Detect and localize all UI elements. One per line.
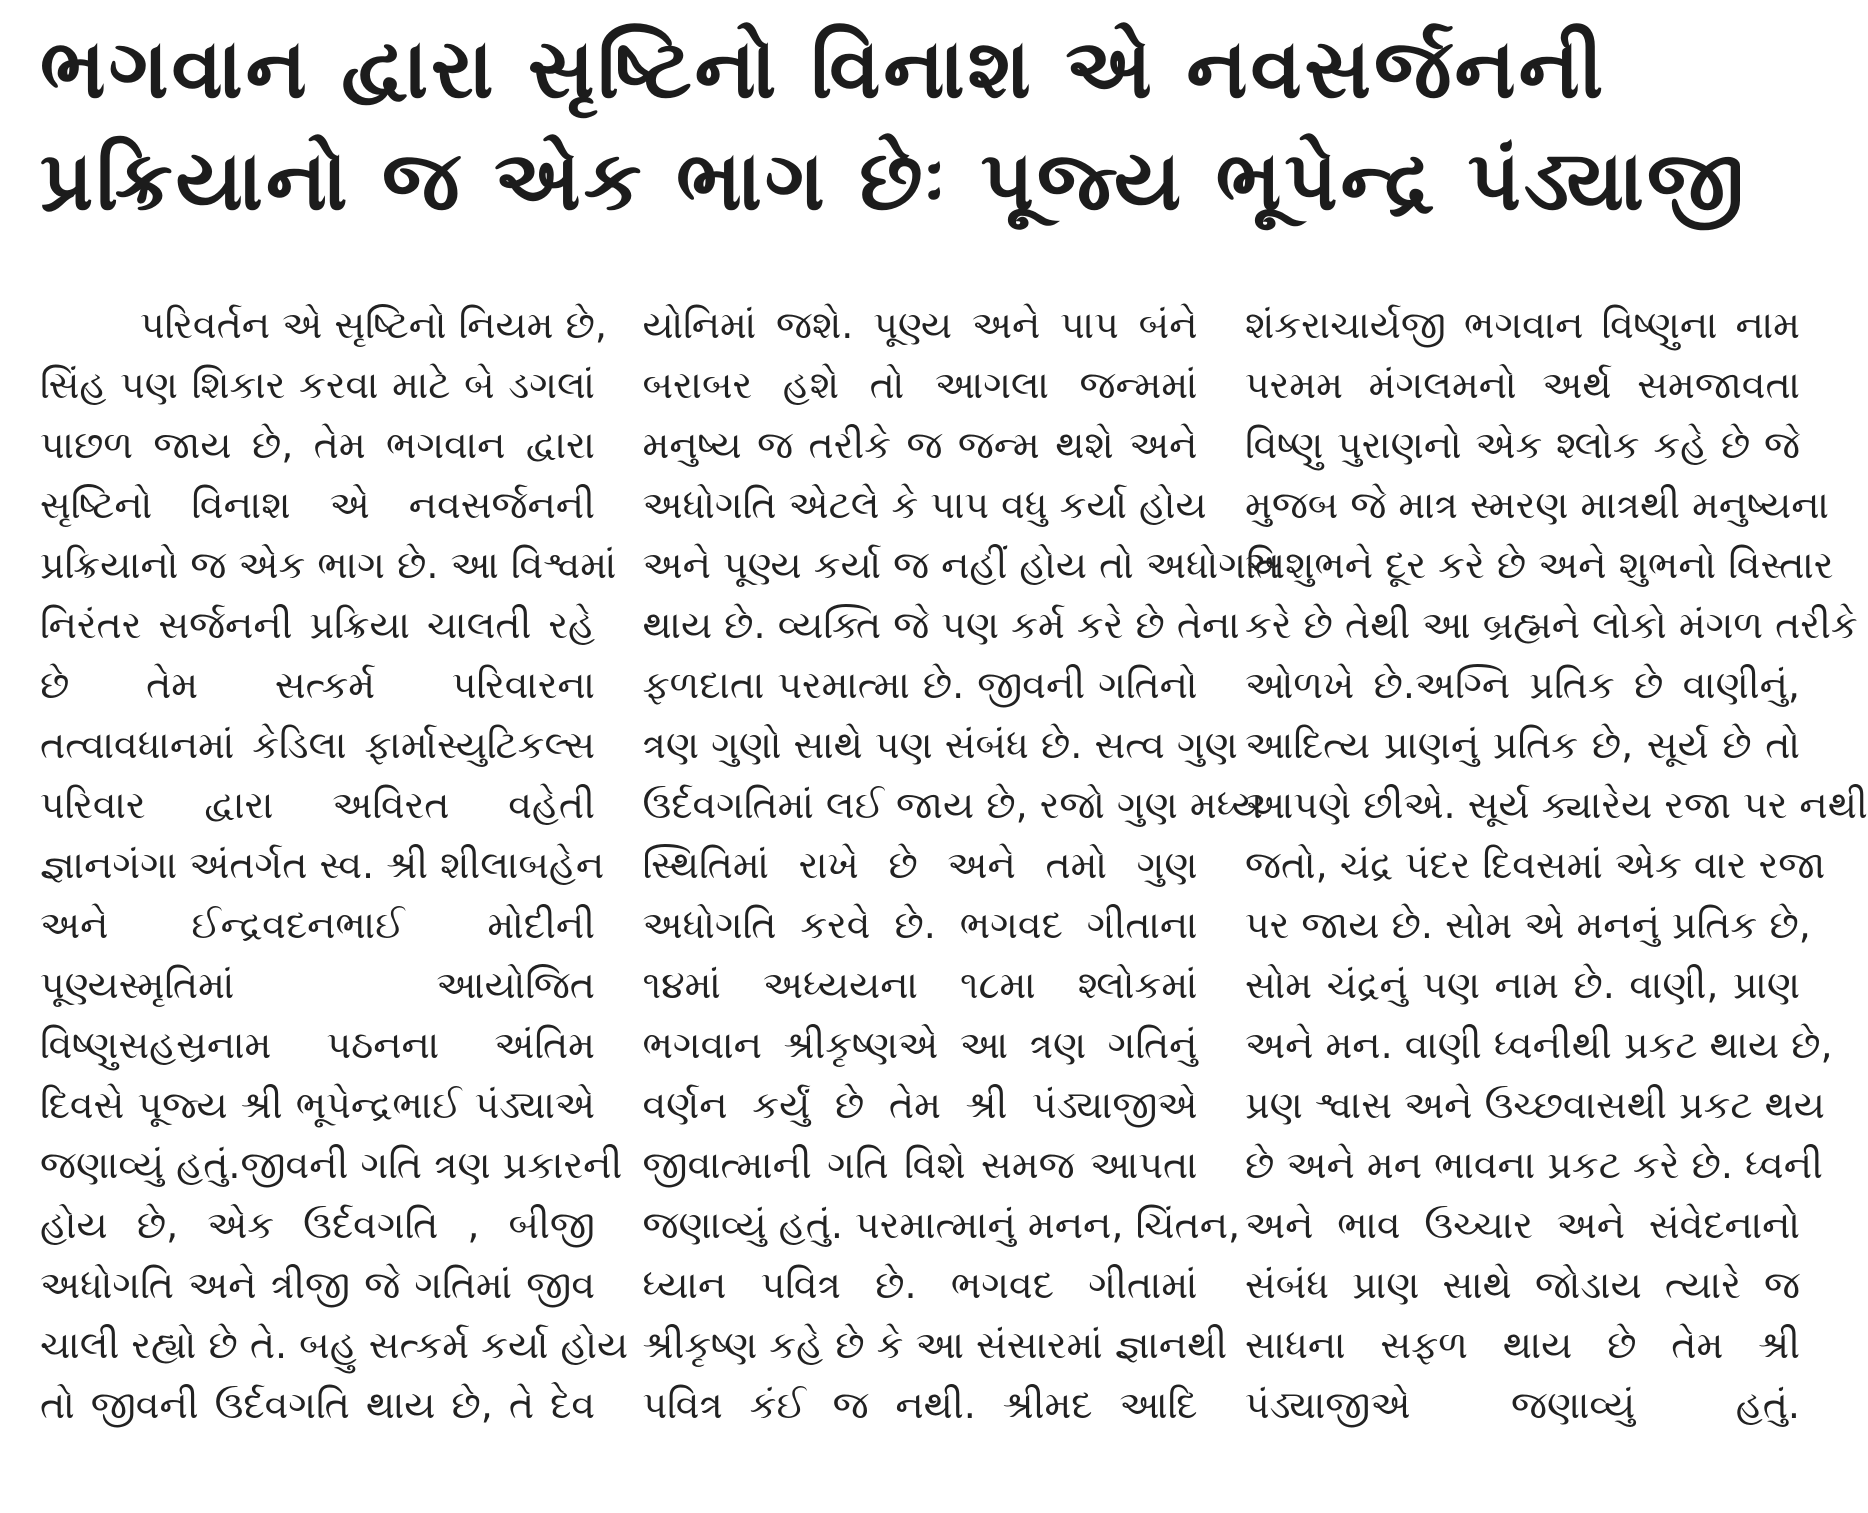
article-text-line: પર જાય છે. સોમ એ મનનું પ્રતિક છે, (1245, 903, 1811, 947)
article-text-line: ફળદાતા પરમાત્મા છે. જીવની ગતિનો (642, 663, 1198, 707)
article-text-line: જીવાત્માની ગતિ વિશે સમજ આપતા (642, 1143, 1198, 1187)
article-text-line: જ્ઞાનગંગા અંતર્ગત સ્વ. શ્રી શીલાબહેન (40, 843, 605, 887)
article-text-line: સોમ ચંદ્રનું પણ નામ છે. વાણી, પ્રાણ (1245, 963, 1800, 1007)
article-text-line: અને મન. વાણી ધ્વનીથી પ્રકટ થાય છે, (1245, 1023, 1833, 1067)
article-text-line: ધ્યાન પવિત્ર છે. ભગવદ ગીતામાં (642, 1263, 1198, 1307)
article-text-line: પરિવાર દ્વારા અવિરત વહેતી (40, 783, 595, 827)
article-text-line: પ્રણ શ્વાસ અને ઉચ્છવાસથી પ્રકટ થય (1245, 1083, 1825, 1127)
article-body (40, 295, 1868, 1505)
article-text-line: અધોગતિ અને ત્રીજી જે ગતિમાં જીવ (40, 1263, 595, 1307)
article-text-line: ભગવાન શ્રીકૃષ્ણએ આ ત્રણ ગતિનું (642, 1023, 1198, 1067)
article-text-line: મુજબ જે માત્ર સ્મરણ માત્રથી મનુષ્યના (1245, 483, 1829, 527)
article-text-line: પૂણ્યસ્મૃતિમાં આયોજિત (40, 963, 595, 1007)
article-text-line: અશુભને દૂર કરે છે અને શુભનો વિસ્તાર (1245, 543, 1834, 587)
article-text-line: છે તેમ સત્કર્મ પરિવારના (40, 663, 595, 707)
article-text-line: અને પૂણ્ય કર્યા જ નહીં હોય તો અધોગતિ (642, 543, 1280, 587)
article-column-2 (642, 295, 1280, 1505)
article-text-line: ચાલી રહ્યો છે તે. બહુ સત્કર્મ કર્યા હોય (40, 1323, 629, 1367)
article-text-line: શંકરાચાર્યજી ભગવાન વિષ્ણુના નામ (1245, 303, 1800, 347)
article-text-line: પંડ્યાજીએ જણાવ્યું હતું. (1245, 1383, 1800, 1427)
article-text-line: અધોગતિ કરવે છે. ભગવદ ગીતાના (642, 903, 1198, 947)
article-text-line: જણાવ્યું હતું. પરમાત્માનું મનન, ચિંતન, (642, 1203, 1241, 1247)
article-text-line: સિંહ પણ શિકાર કરવા માટે બે ડગલાં (40, 363, 595, 407)
article-text-line: જણાવ્યું હતું.જીવની ગતિ ત્રણ પ્રકારની (40, 1143, 623, 1187)
headline (40, 14, 1800, 238)
article-text-line: છે અને મન ભાવના પ્રકટ કરે છે. ધ્વની (1245, 1143, 1823, 1187)
article-text-line: તો જીવની ઉર્દવગતિ થાય છે, તે દેવ (40, 1383, 595, 1427)
article-text-line: શ્રીકૃષ્ણ કહે છે કે આ સંસારમાં જ્ઞાનથી (642, 1323, 1228, 1367)
article-text-line: ઓળખે છે.અગ્નિ પ્રતિક છે વાણીનું, (1245, 663, 1800, 707)
article-column-1 (40, 295, 629, 1505)
article-text-line: તત્વાવધાનમાં કેડિલા ફાર્માસ્યુટિકલ્સ (40, 723, 595, 767)
article-text-line: અધોગતિ એટલે કે પાપ વધુ કર્યા હોય (642, 483, 1207, 527)
article-text-line: બરાબર હશે તો આગલા જન્મમાં (642, 363, 1198, 407)
article-text-line: જતો, ચંદ્ર પંદર દિવસમાં એક વાર રજા (1245, 843, 1826, 887)
article-text-line: આપણે છીએ. સૂર્ય ક્યારેય રજા પર નથી (1245, 783, 1868, 827)
article-text-line: સૃષ્ટિનો વિનાશ એ નવસર્જનની (40, 483, 595, 527)
headline-line-1: ભગવાન દ્વારા સૃષ્ટિનો વિનાશ એ નવસર્જનની (40, 22, 1607, 117)
article-text-line: વિષ્ણુસહસ્રનામ પઠનના અંતિમ (40, 1023, 595, 1067)
article-text-line: નિરંતર સર્જનની પ્રક્રિયા ચાલતી રહે (40, 603, 595, 647)
article-text-line: અને ભાવ ઉચ્ચાર અને સંવેદનાનો (1245, 1203, 1800, 1247)
article-text-line: ઉર્દવગતિમાં લઈ જાય છે, રજો ગુણ મધ્ય (642, 783, 1263, 827)
article-text-line: વર્ણન કર્યું છે તેમ શ્રી પંડ્યાજીએ (642, 1083, 1198, 1127)
article-text-line: દિવસે પૂજ્ય શ્રી ભૂપેન્દ્રભાઈ પંડ્યાએ (40, 1083, 595, 1127)
article-text-line: પરિવર્તન એ સૃષ્ટિનો નિયમ છે, (140, 303, 607, 347)
article-text-line: પ્રક્રિયાનો જ એક ભાગ છે. આ વિશ્વમાં (40, 543, 617, 587)
headline-line-2: પ્રક્રિયાનો જ એક ભાગ છેઃ પૂજ્ય ભૂપેન્દ્ર પંડ્યાજી (40, 134, 1748, 229)
article-text-line: મનુષ્ય જ તરીકે જ જન્મ થશે અને (642, 423, 1198, 467)
article-text-line: હોય છે, એક ઉર્દવગતિ , બીજી (40, 1203, 595, 1247)
article-text-line: ૧૪માં અધ્યયના ૧૮મા શ્લોકમાં (642, 963, 1198, 1007)
article-text-line: થાય છે. વ્યક્તિ જે પણ કર્મ કરે છે તેના (642, 603, 1240, 647)
article-text-line: યોનિમાં જશે. પૂણ્ય અને પાપ બંને (642, 303, 1198, 347)
article-text-line: કરે છે તેથી આ બ્રહ્મને લોકો મંગળ તરીકે (1245, 603, 1858, 647)
article-text-line: આદિત્ય પ્રાણનું પ્રતિક છે, સૂર્ય છે તો (1245, 723, 1800, 767)
article-text-line: પરમમ મંગલમનો અર્થ સમજાવતા (1245, 363, 1800, 407)
article-column-3 (1245, 295, 1868, 1505)
article-text-line: પવિત્ર કંઈ જ નથી. શ્રીમદ આદિ (642, 1383, 1198, 1427)
article-text-line: પાછળ જાય છે, તેમ ભગવાન દ્વારા (40, 423, 595, 467)
article-text-line: સ્થિતિમાં રાખે છે અને તમો ગુણ (642, 843, 1198, 887)
article-text-line: વિષ્ણુ પુરાણનો એક શ્લોક કહે છે જે (1245, 423, 1800, 467)
article-text-line: સાધના સફળ થાય છે તેમ શ્રી (1245, 1323, 1800, 1367)
article-text-line: અને ઈન્દ્રવદનભાઈ મોદીની (40, 903, 595, 947)
article-text-line: સંબંધ પ્રાણ સાથે જોડાય ત્યારે જ (1245, 1263, 1800, 1307)
article-text-line: ત્રણ ગુણો સાથે પણ સંબંધ છે. સત્વ ગુણ (642, 723, 1238, 767)
